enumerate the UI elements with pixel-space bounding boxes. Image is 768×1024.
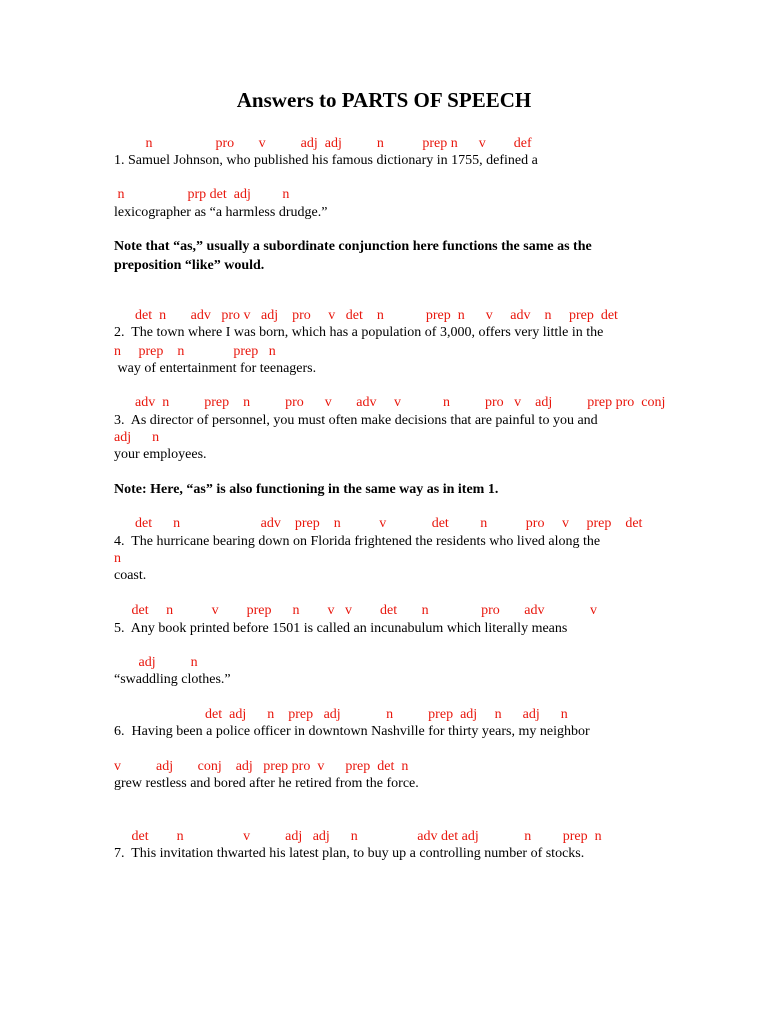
pos-tags: adj n [114,430,160,445]
pos-tags: det n v prep n v v det n pro adv v [114,603,597,618]
sentence-line: 5. Any book printed before 1501 is called an incunabulum which literally means [114,621,568,636]
page-title: Answers to PARTS OF SPEECH [236,88,532,112]
pos-tags: n prep n prep n [114,344,276,359]
sentence-line: 1. Samuel Johnson, who published his famous dictionary in 1755, defined a [114,153,538,168]
note-text: preposition “like” would. [114,258,265,273]
pos-tags: n pro v adj adj n prep n v def [114,136,532,151]
pos-tags: n prp det adj n [114,187,290,202]
sentence-line: your employees. [114,447,207,462]
sentence-line: lexicographer as “a harmless drudge.” [114,205,328,220]
sentence-line: “swaddling clothes.” [114,672,231,687]
pos-tags: det n adv prep n v det n pro v prep det [114,516,643,531]
sentence-line: 7. This invitation thwarted his latest plan, to buy up a controlling number of stocks. [114,846,585,861]
sentence-line: coast. [114,568,147,583]
pos-tags: det n v adj adj n adv det adj n prep n [114,829,602,844]
pos-tags: v adj conj adj prep pro v prep det n [114,759,409,774]
sentence-line: 6. Having been a police officer in downtown Nashville for thirty years, my neighbor [114,724,590,739]
note-text: Note that “as,” usually a subordinate conjunction here functions the same as the [114,239,592,254]
pos-tags: adv n prep n pro v adv v n pro v adj prep pro conj [114,395,666,410]
pos-tags: n [114,551,121,566]
pos-tags: det adj n prep adj n prep adj n adj n [114,707,568,722]
pos-tags: adj n [114,655,198,670]
sentence-line: way of entertainment for teenagers. [114,361,317,376]
sentence-line: grew restless and bored after he retired from the force. [114,776,419,791]
pos-tags: det n adv pro v adj pro v det n prep n v adv n prep det [114,308,618,323]
sentence-line: 4. The hurricane bearing down on Florida frightened the residents who lived along the [114,534,601,549]
sentence-line: 3. As director of personnel, you must often make decisions that are painful to you and [114,413,598,428]
note-text: Note: Here, “as” is also functioning in the same way as in item 1. [114,482,499,497]
sentence-line: 2. The town where I was born, which has a population of 3,000, offers very little in the [114,325,604,340]
